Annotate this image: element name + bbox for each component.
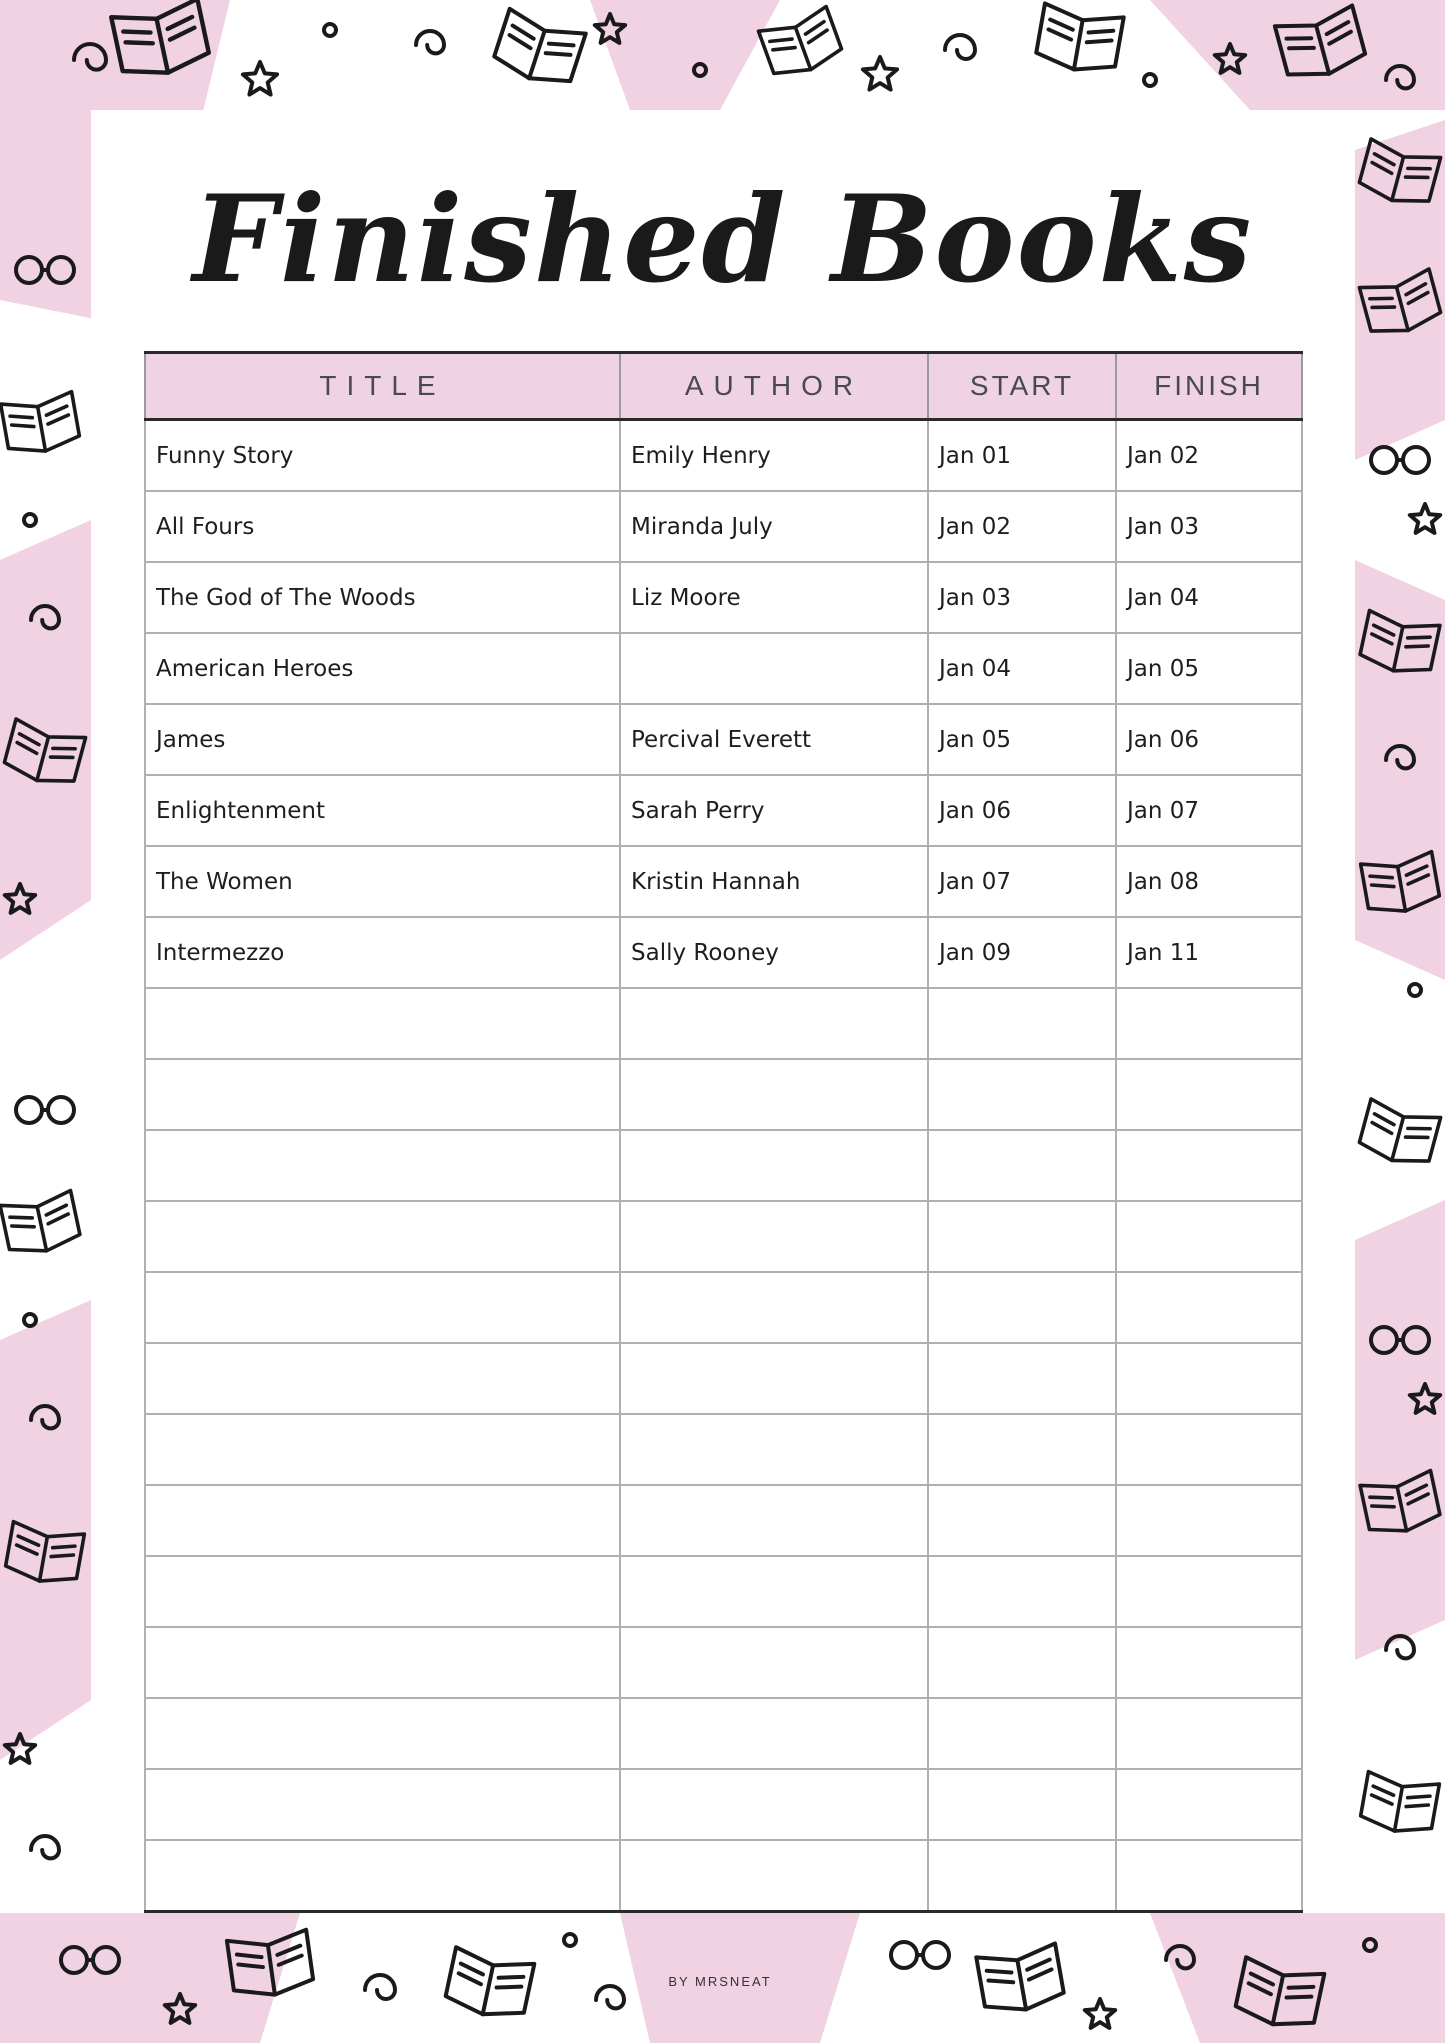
cell-author[interactable]: Liz Moore xyxy=(620,562,928,633)
table-row xyxy=(145,1272,1302,1343)
cell-author[interactable] xyxy=(620,1840,928,1912)
cell-author[interactable] xyxy=(620,1627,928,1698)
cell-author[interactable]: Emily Henry xyxy=(620,420,928,492)
cell-finish[interactable] xyxy=(1116,1485,1302,1556)
cell-title[interactable] xyxy=(145,1272,620,1343)
cell-author[interactable]: Sally Rooney xyxy=(620,917,928,988)
cell-title[interactable] xyxy=(145,988,620,1059)
cell-finish[interactable]: Jan 05 xyxy=(1116,633,1302,704)
table-row xyxy=(145,775,1302,846)
cell-author[interactable] xyxy=(620,1556,928,1627)
table-row xyxy=(145,1201,1302,1272)
cell-finish[interactable] xyxy=(1116,1698,1302,1769)
cell-start[interactable] xyxy=(928,1414,1116,1485)
cell-finish[interactable] xyxy=(1116,1130,1302,1201)
cell-author[interactable] xyxy=(620,1414,928,1485)
cell-start[interactable] xyxy=(928,1698,1116,1769)
table-row xyxy=(145,988,1302,1059)
table-row xyxy=(145,917,1302,988)
cell-finish[interactable] xyxy=(1116,1201,1302,1272)
cell-start[interactable]: Jan 06 xyxy=(928,775,1116,846)
cell-finish[interactable] xyxy=(1116,1414,1302,1485)
cell-finish[interactable]: Jan 04 xyxy=(1116,562,1302,633)
cell-start[interactable] xyxy=(928,1343,1116,1414)
cell-finish[interactable] xyxy=(1116,1059,1302,1130)
table-row xyxy=(145,1059,1302,1130)
cell-start[interactable]: Jan 04 xyxy=(928,633,1116,704)
cell-author[interactable]: Percival Everett xyxy=(620,704,928,775)
header-author: AUTHOR xyxy=(620,353,928,420)
cell-start[interactable]: Jan 01 xyxy=(928,420,1116,492)
cell-finish[interactable]: Jan 02 xyxy=(1116,420,1302,492)
table-row xyxy=(145,1485,1302,1556)
cell-author[interactable]: Kristin Hannah xyxy=(620,846,928,917)
cell-author[interactable] xyxy=(620,1485,928,1556)
cell-author[interactable]: Miranda July xyxy=(620,491,928,562)
table-row xyxy=(145,1556,1302,1627)
header-title: TITLE xyxy=(145,353,620,420)
cell-finish[interactable] xyxy=(1116,1343,1302,1414)
cell-title[interactable] xyxy=(145,1059,620,1130)
cell-author[interactable] xyxy=(620,1272,928,1343)
cell-title[interactable] xyxy=(145,1556,620,1627)
cell-author[interactable] xyxy=(620,1059,928,1130)
cell-title[interactable] xyxy=(145,1201,620,1272)
table-row xyxy=(145,633,1302,704)
cell-start[interactable] xyxy=(928,1059,1116,1130)
table-row xyxy=(145,846,1302,917)
table-row xyxy=(145,1627,1302,1698)
cell-title[interactable] xyxy=(145,1414,620,1485)
cell-finish[interactable] xyxy=(1116,1769,1302,1840)
page-title: Finished Books xyxy=(192,169,1254,310)
table-row xyxy=(145,704,1302,775)
cell-finish[interactable]: Jan 03 xyxy=(1116,491,1302,562)
cell-title[interactable] xyxy=(145,1485,620,1556)
table-header-row xyxy=(145,353,1302,420)
cell-author[interactable] xyxy=(620,1201,928,1272)
cell-start[interactable]: Jan 07 xyxy=(928,846,1116,917)
table-row xyxy=(145,1343,1302,1414)
cell-finish[interactable] xyxy=(1116,1840,1302,1912)
cell-title[interactable]: Funny Story xyxy=(145,420,620,492)
cell-finish[interactable] xyxy=(1116,988,1302,1059)
cell-author[interactable] xyxy=(620,633,928,704)
cell-start[interactable] xyxy=(928,1485,1116,1556)
cell-title[interactable]: American Heroes xyxy=(145,633,620,704)
cell-finish[interactable] xyxy=(1116,1556,1302,1627)
cell-title[interactable]: The God of The Woods xyxy=(145,562,620,633)
table-row xyxy=(145,1698,1302,1769)
cell-start[interactable] xyxy=(928,1201,1116,1272)
table-row xyxy=(145,491,1302,562)
table-row xyxy=(145,562,1302,633)
cell-author[interactable] xyxy=(620,1130,928,1201)
cell-finish[interactable] xyxy=(1116,1627,1302,1698)
cell-author[interactable] xyxy=(620,1769,928,1840)
cell-finish[interactable]: Jan 11 xyxy=(1116,917,1302,988)
cell-start[interactable] xyxy=(928,988,1116,1059)
cell-finish[interactable] xyxy=(1116,1272,1302,1343)
cell-title[interactable]: James xyxy=(145,704,620,775)
cell-start[interactable] xyxy=(928,1556,1116,1627)
cell-author[interactable] xyxy=(620,988,928,1059)
cell-title[interactable] xyxy=(145,1769,620,1840)
credit-text: BY MRSNEAT xyxy=(668,1974,772,1989)
table-row xyxy=(145,1130,1302,1201)
header-start: START xyxy=(928,353,1116,420)
table-row xyxy=(145,1840,1302,1912)
cell-title[interactable] xyxy=(145,1130,620,1201)
cell-start[interactable]: Jan 03 xyxy=(928,562,1116,633)
cell-finish[interactable]: Jan 06 xyxy=(1116,704,1302,775)
cell-start[interactable] xyxy=(928,1130,1116,1201)
cell-title[interactable]: All Fours xyxy=(145,491,620,562)
cell-start[interactable] xyxy=(928,1272,1116,1343)
cell-start[interactable]: Jan 02 xyxy=(928,491,1116,562)
cell-title[interactable] xyxy=(145,1627,620,1698)
finished-books-table xyxy=(144,351,1303,1913)
cell-finish[interactable]: Jan 07 xyxy=(1116,775,1302,846)
table-row xyxy=(145,420,1302,492)
cell-start[interactable] xyxy=(928,1627,1116,1698)
cell-start[interactable]: Jan 05 xyxy=(928,704,1116,775)
table-row xyxy=(145,1769,1302,1840)
cell-start[interactable]: Jan 09 xyxy=(928,917,1116,988)
planner-sheet xyxy=(91,110,1355,1913)
cell-title[interactable]: Enlightenment xyxy=(145,775,620,846)
cell-title[interactable] xyxy=(145,1698,620,1769)
cell-author[interactable] xyxy=(620,1343,928,1414)
cell-start[interactable] xyxy=(928,1840,1116,1912)
cell-title[interactable] xyxy=(145,1840,620,1912)
cell-title[interactable]: The Women xyxy=(145,846,620,917)
cell-author[interactable]: Sarah Perry xyxy=(620,775,928,846)
cell-title[interactable] xyxy=(145,1343,620,1414)
header-finish: FINISH xyxy=(1116,353,1302,420)
table-row xyxy=(145,1414,1302,1485)
cell-author[interactable] xyxy=(620,1698,928,1769)
cell-start[interactable] xyxy=(928,1769,1116,1840)
cell-finish[interactable]: Jan 08 xyxy=(1116,846,1302,917)
cell-title[interactable]: Intermezzo xyxy=(145,917,620,988)
